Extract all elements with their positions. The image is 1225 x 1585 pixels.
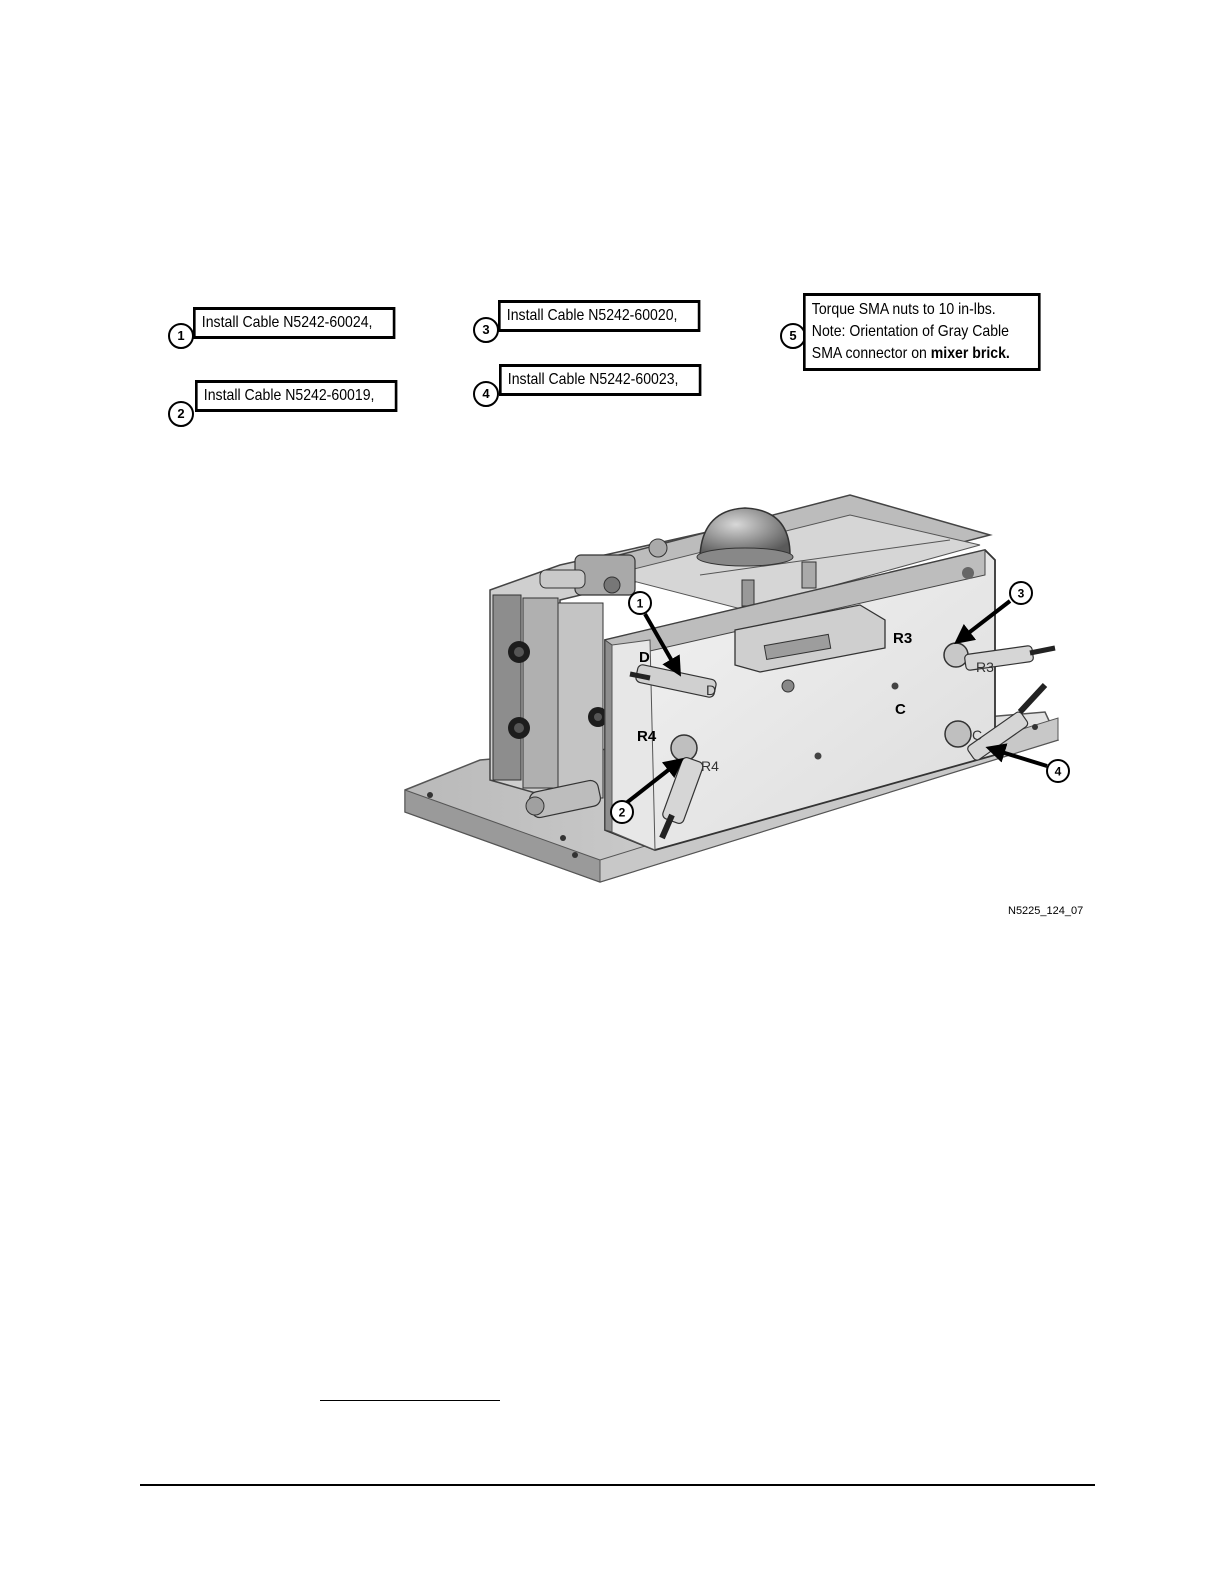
callout-5-number: 5 [780, 323, 806, 349]
callout-5-line-1: Torque SMA nuts to 10 in-lbs. [811, 301, 996, 318]
label-d-cable: D [706, 682, 717, 698]
svg-text:4: 4 [1054, 764, 1062, 779]
label-r4-cable: R4 [701, 758, 719, 774]
svg-text:2: 2 [618, 805, 626, 820]
callout-4-text: Install Cable N5242-60023, [499, 364, 701, 396]
svg-text:1: 1 [636, 596, 644, 611]
label-c-port: C [895, 701, 906, 718]
callout-3-text: Install Cable N5242-60020, [498, 300, 700, 332]
callout-5-line-3-start: SMA connector on [811, 345, 931, 362]
mixer-brick-body [605, 550, 995, 850]
callout-4-number: 4 [473, 381, 499, 407]
callout-1-text: Install Cable N5242-60024, [193, 307, 395, 339]
label-d-port: D [639, 649, 650, 666]
callout-5-line-2: Note: Orientation of Gray Cable [811, 323, 1010, 340]
label-r3-cable: R3 [976, 659, 994, 675]
footer-rule [140, 1484, 1095, 1486]
callout-2-text: Install Cable N5242-60019, [195, 380, 397, 412]
svg-text:3: 3 [1017, 586, 1025, 601]
label-r4-port: R4 [637, 728, 657, 745]
label-c-cable: C [972, 727, 983, 743]
callout-3-number: 3 [473, 317, 499, 343]
callout-5-emphasis: mixer brick. [930, 345, 1010, 362]
callout-2-number: 2 [168, 401, 194, 427]
short-divider [320, 1400, 500, 1401]
callout-1-number: 1 [168, 323, 194, 349]
arrow-4 [995, 750, 1047, 766]
figure-id: N5225_124_07 [1008, 905, 1084, 917]
label-r3-port: R3 [893, 630, 913, 647]
